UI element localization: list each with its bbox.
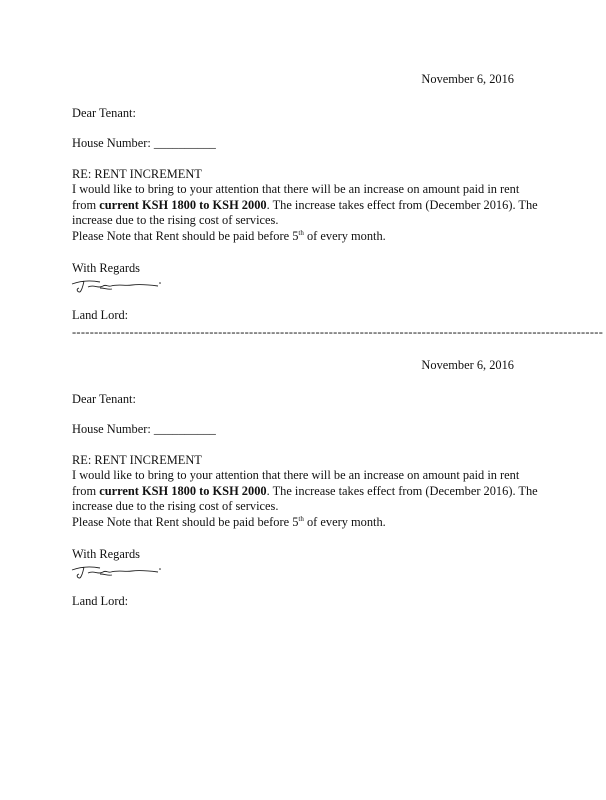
- body-intro: I would like to bring to your attention that there will be an increase on amount paid in rent from: [72, 468, 520, 498]
- note-text: Please Note that Rent should be paid before 5: [72, 514, 299, 529]
- body-rest: . The increase takes effect from (December 2016). The increase due to the rising cost of services.: [72, 483, 538, 513]
- house-number-label: House Number:: [72, 136, 151, 150]
- payment-note: [72, 229, 542, 245]
- greeting: Dear Tenant:: [72, 105, 136, 120]
- notice-date: November 6, 2016: [421, 72, 514, 86]
- signature-image: [70, 563, 165, 581]
- subject-line: RE: RENT INCREMENT: [72, 166, 202, 181]
- note-superscript: th: [298, 514, 304, 523]
- house-number-label: House Number:: [72, 422, 151, 436]
- signoff-landlord: Land Lord:: [72, 593, 129, 608]
- subject-line: RE: RENT INCREMENT: [72, 452, 202, 467]
- closing: With Regards: [72, 261, 140, 275]
- notice-body: [72, 182, 542, 229]
- closing: With Regards: [72, 547, 140, 561]
- notice-date: November 6, 2016: [421, 358, 514, 372]
- rent-notice-top: [72, 72, 542, 323]
- house-number-blank: __________: [153, 422, 216, 436]
- note-superscript: th: [298, 228, 304, 237]
- house-number-line: [72, 422, 542, 438]
- note-text-end: of every month.: [303, 514, 386, 529]
- cut-line-separator: ------------------------------------------------------------------------------------------------------------------------: [72, 325, 604, 339]
- rent-amount-change: current KSH 1800 to KSH 2000: [99, 197, 267, 212]
- notice-body: [72, 468, 542, 515]
- rent-amount-change: current KSH 1800 to KSH 2000: [99, 483, 267, 498]
- payment-note: [72, 515, 542, 531]
- body-rest: . The increase takes effect from (December 2016). The increase due to the rising cost of services.: [72, 197, 538, 227]
- signature-image: [70, 277, 165, 295]
- greeting: Dear Tenant:: [72, 391, 136, 406]
- note-text: Please Note that Rent should be paid before 5: [72, 228, 299, 243]
- house-number-line: [72, 136, 542, 152]
- body-intro: I would like to bring to your attention that there will be an increase on amount paid in rent from: [72, 182, 520, 212]
- rent-notice-bottom: [72, 358, 542, 609]
- note-text-end: of every month.: [303, 228, 386, 243]
- house-number-blank: __________: [153, 136, 216, 150]
- signoff-landlord: Land Lord:: [72, 307, 129, 322]
